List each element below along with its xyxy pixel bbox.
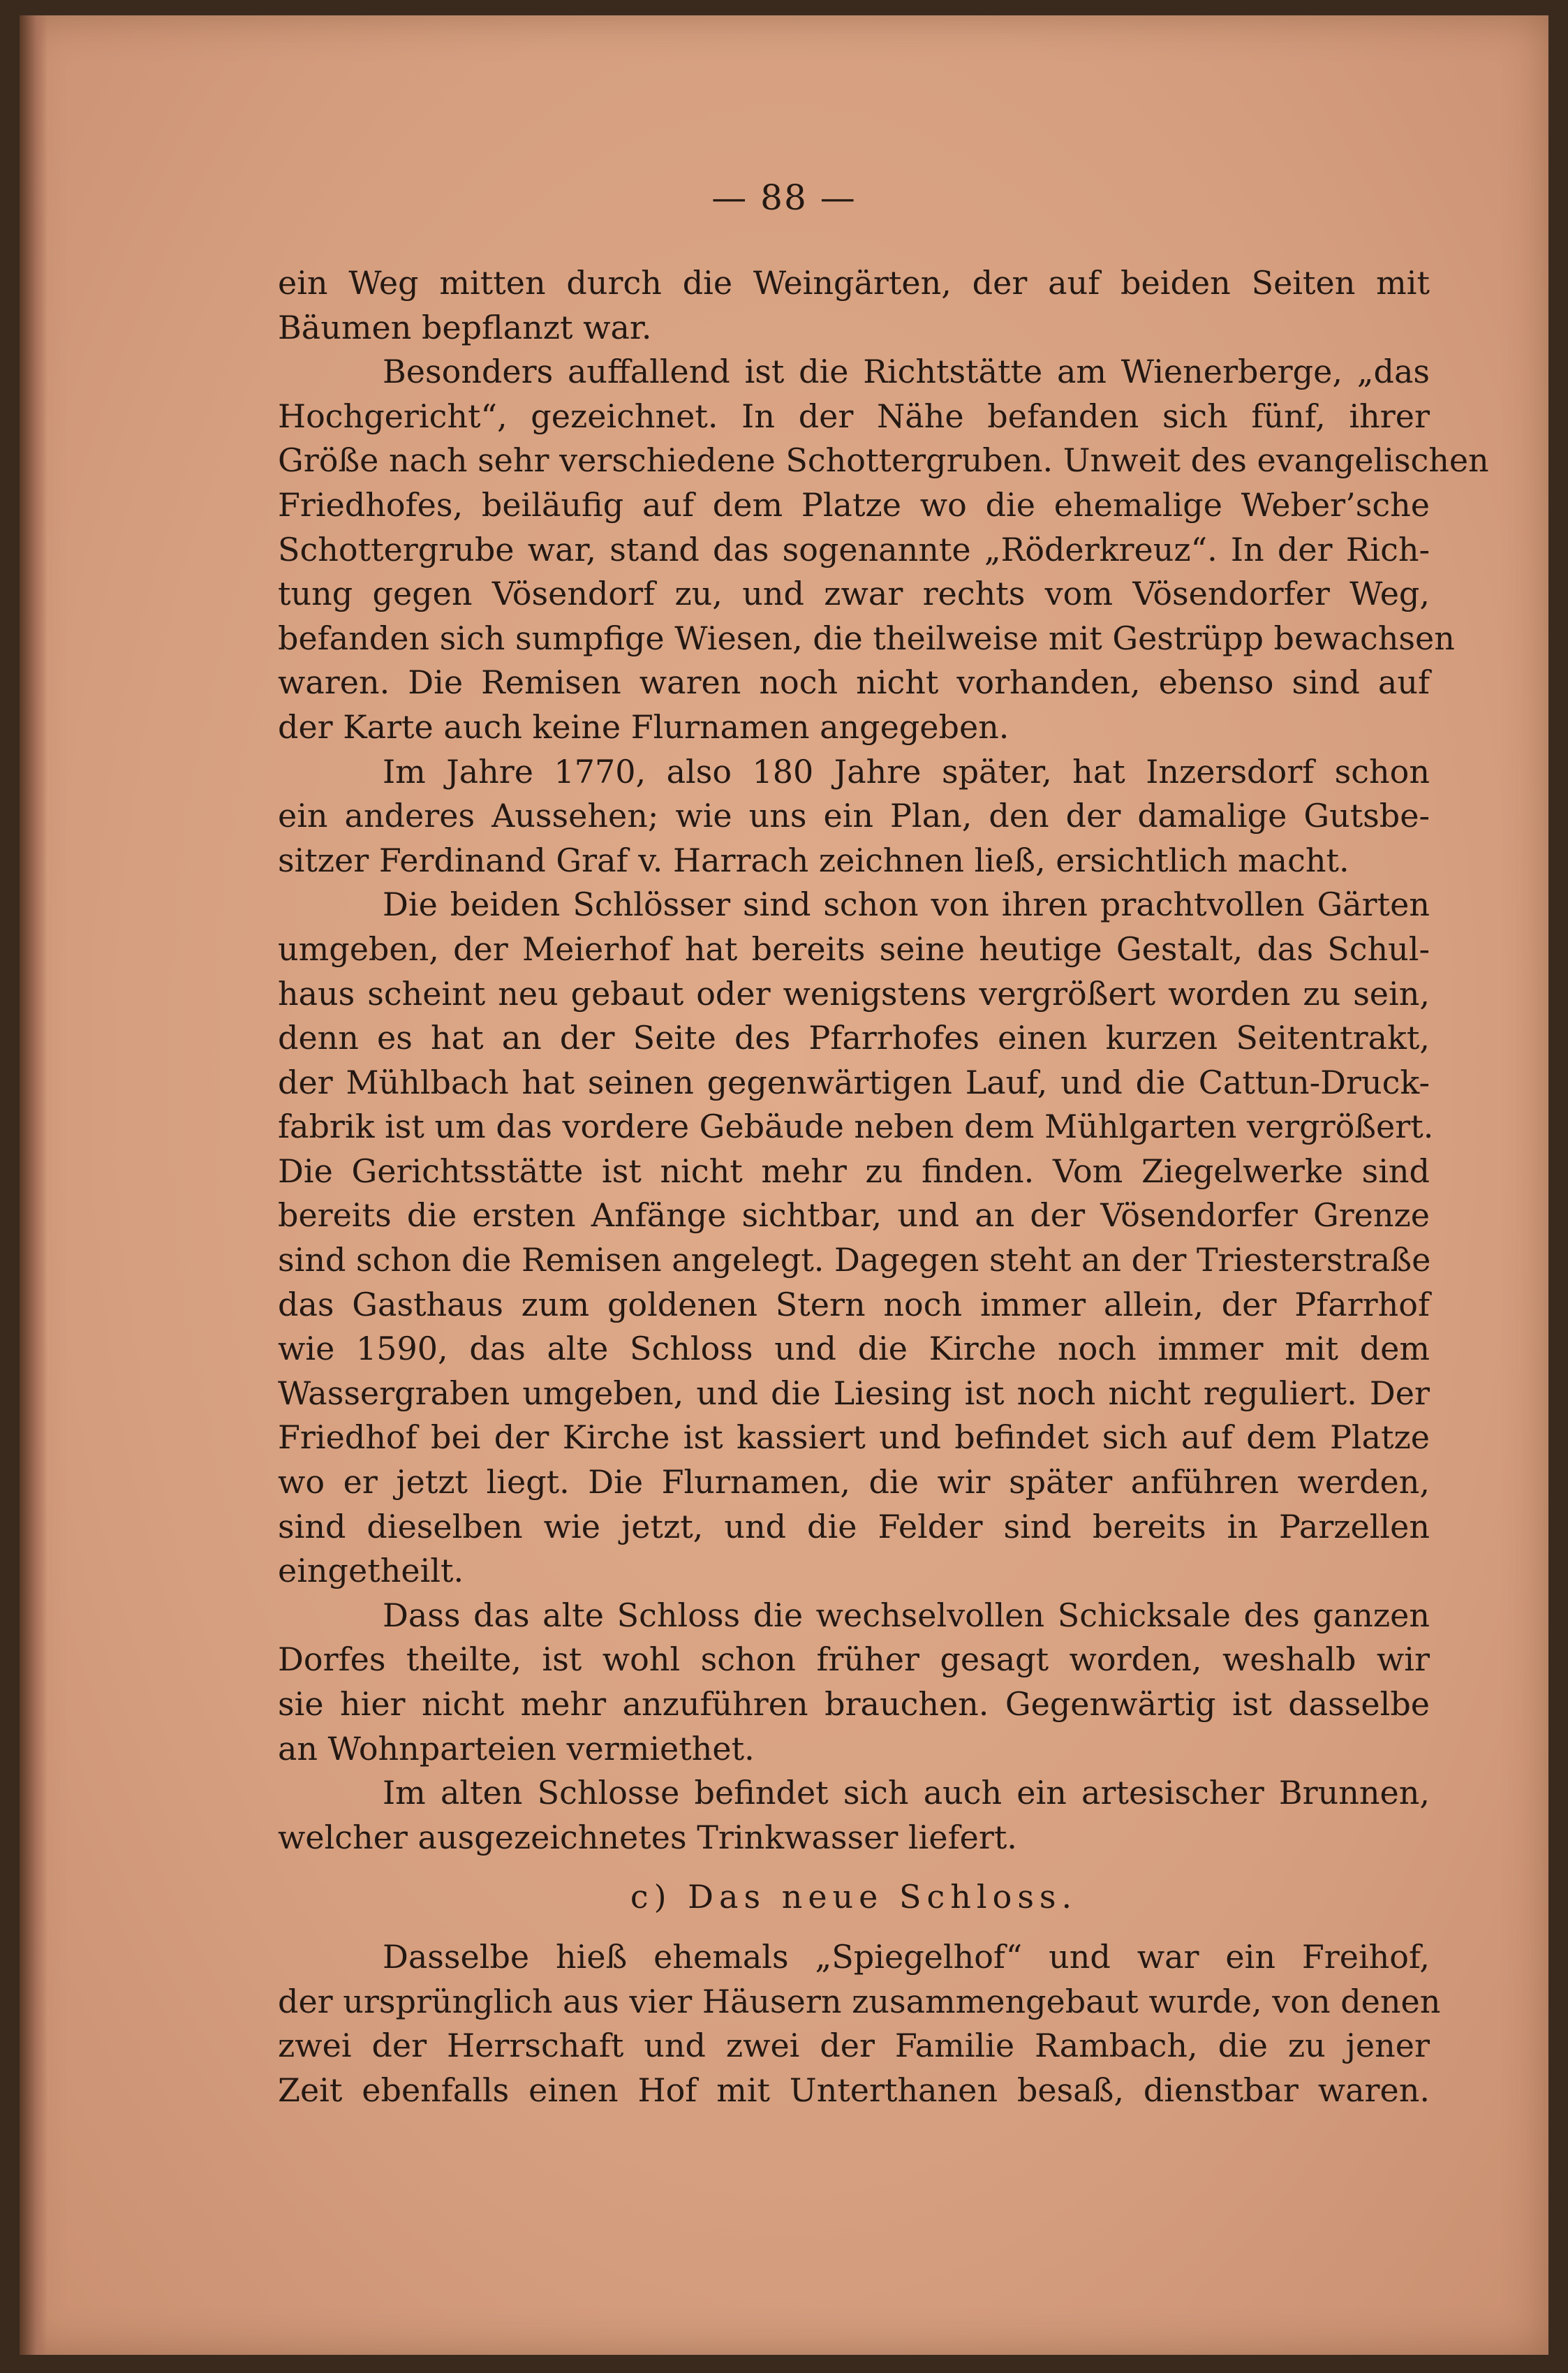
section-heading: c) Das neue Schloss. xyxy=(630,1878,1078,1916)
text-line: wie 1590, das alte Schloss und die Kirche noch immer mit dem xyxy=(278,1330,1430,1368)
text-line: tung gegen Vösendorf zu, und zwar rechts vom Vösendorfer Weg, xyxy=(278,575,1430,613)
text-line: befanden sich sumpfige Wiesen, die theilweise mit Gestrüpp bewachsen xyxy=(278,619,1455,657)
text-line: Besonders auffallend ist die Richtstätte am Wienerberge, „das xyxy=(383,353,1430,391)
text-line: das Gasthaus zum goldenen Stern noch immer allein, der Pfarrhof xyxy=(278,1285,1430,1323)
text-line: Friedhof bei der Kirche ist kassiert und befindet sich auf dem Platze xyxy=(278,1418,1430,1457)
text-line: haus scheint neu gebaut oder wenigstens vergrößert worden zu sein, xyxy=(278,974,1430,1013)
text-line: sitzer Ferdinand Graf v. Harrach zeichnen ließ, ersichtlich macht. xyxy=(278,841,1349,879)
text-line: zwei der Herrschaft und zwei der Familie Rambach, die zu jener xyxy=(278,2027,1430,2065)
text-line: eingetheilt. xyxy=(278,1552,464,1590)
text-line: fabrik ist um das vordere Gebäude neben dem Mühlgarten vergrößert. xyxy=(278,1108,1434,1146)
text-line: Größe nach sehr verschiedene Schottergruben. Unweit des evangelischen xyxy=(278,441,1489,480)
text-line: waren. Die Remisen waren noch nicht vorhanden, ebenso sind auf xyxy=(278,663,1430,702)
text-line: Dorfes theilte, ist wohl schon früher gesagt worden, weshalb wir xyxy=(278,1640,1430,1679)
text-line: wo er jetzt liegt. Die Flurnamen, die wir später anführen werden, xyxy=(278,1463,1430,1501)
text-line: Die Gerichtsstätte ist nicht mehr zu finden. Vom Ziegelwerke sind xyxy=(278,1152,1430,1190)
text-line: Dass das alte Schloss die wechselvollen Schicksale des ganzen xyxy=(383,1596,1430,1634)
page-number: — 88 — xyxy=(711,177,857,218)
text-line: Bäumen bepflanzt war. xyxy=(278,308,652,346)
text-line: Im Jahre 1770, also 180 Jahre später, hat Inzersdorf schon xyxy=(383,752,1430,791)
text-line: sie hier nicht mehr anzuführen brauchen. Gegenwärtig ist dasselbe xyxy=(278,1685,1430,1723)
text-line: ein anderes Aussehen; wie uns ein Plan, den der damalige Gutsbe- xyxy=(278,797,1430,835)
text-line: denn es hat an der Seite des Pfarrhofes einen kurzen Seitentrakt, xyxy=(278,1019,1430,1057)
text-line: an Wohnparteien vermiethet. xyxy=(278,1729,755,1768)
text-line: Friedhofes, beiläufig auf dem Platze wo die ehemalige Weber’sche xyxy=(278,485,1430,524)
section-spacer xyxy=(278,1860,1430,1875)
text-line: der Karte auch keine Flurnamen angegeben. xyxy=(278,707,1009,746)
text-line: Wassergraben umgeben, und die Liesing ist noch nicht reguliert. Der xyxy=(278,1374,1430,1412)
text-line: welcher ausgezeichnetes Trinkwasser liefert. xyxy=(278,1818,1017,1856)
text-line: Schottergrube war, stand das sogenannte „Röderkreuz“. In der Rich- xyxy=(278,530,1430,568)
body-text xyxy=(278,261,1489,2113)
text-line: sind dieselben wie jetzt, und die Felder sind bereits in Parzellen xyxy=(278,1507,1430,1545)
text-line: der Mühlbach hat seinen gegenwärtigen Lauf, und die Cattun-Druck- xyxy=(278,1063,1430,1101)
text-line: umgeben, der Meierhof hat bereits seine heutige Gestalt, das Schul- xyxy=(278,930,1430,968)
text-line: Dasselbe hieß ehemals „Spiegelhof“ und war ein Freihof, xyxy=(383,1937,1430,1976)
text-line: bereits die ersten Anfänge sichtbar, und an der Vösendorfer Grenze xyxy=(278,1196,1430,1235)
text-line: sind schon die Remisen angelegt. Dagegen steht an der Triesterstraße xyxy=(278,1241,1431,1279)
text-line: der ursprünglich aus vier Häusern zusammengebaut wurde, von denen xyxy=(278,1982,1441,2020)
section-spacer xyxy=(278,1920,1430,1935)
text-line: Hochgericht“, gezeichnet. In der Nähe befanden sich fünf, ihrer xyxy=(278,397,1430,435)
text-line: Im alten Schlosse befindet sich auch ein artesischer Brunnen, xyxy=(383,1774,1430,1812)
text-line: Die beiden Schlösser sind schon von ihren prachtvollen Gärten xyxy=(383,886,1430,924)
page-gutter xyxy=(20,15,47,2355)
text-line: Zeit ebenfalls einen Hof mit Unterthanen besaß, dienstbar waren. xyxy=(278,2071,1430,2109)
book-page xyxy=(20,15,1548,2355)
text-line: ein Weg mitten durch die Weingärten, der auf beiden Seiten mit xyxy=(278,264,1430,302)
